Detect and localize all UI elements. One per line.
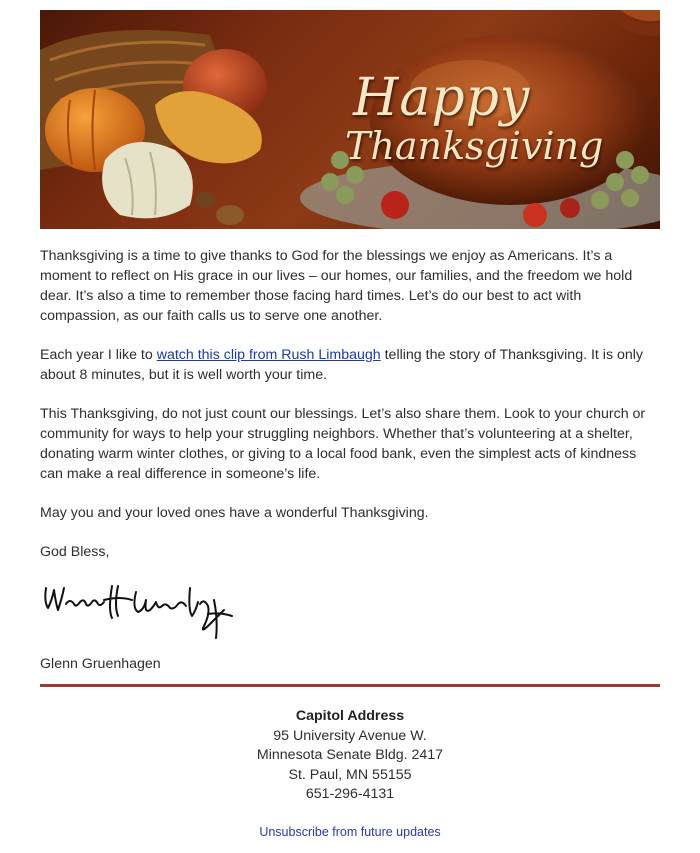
thanksgiving-banner-image bbox=[40, 10, 660, 229]
unsubscribe-link[interactable]: Unsubscribe from future updates bbox=[259, 825, 441, 839]
message-body bbox=[40, 246, 662, 581]
signer-name: Glenn Gruenhagen bbox=[40, 656, 161, 672]
capitol-address-block bbox=[40, 707, 660, 805]
paragraph-intro: Thanksgiving is a time to give thanks to God for the blessings we enjoy as Americans. It’s a moment to reflect on His grace in our lives – our homes, our families, and the freedom we hold dear. It’s also a time to remember those facing hard times. Let’s do our best to act with compassion, as our faith calls us to serve one another. bbox=[40, 248, 633, 324]
address-street: 95 University Avenue W. bbox=[273, 727, 427, 744]
capitol-address-heading: Capitol Address bbox=[295, 708, 405, 724]
unsubscribe-section bbox=[40, 825, 660, 839]
address-building: Minnesota Senate Bldg. 2417 bbox=[256, 747, 444, 763]
banner-happy-text: Happy bbox=[353, 68, 531, 128]
banner-thanksgiving-text: Thanksgiving bbox=[345, 124, 604, 168]
signature-drawing bbox=[40, 580, 235, 642]
address-phone: 651-296-4131 bbox=[305, 786, 395, 802]
banner-greeting bbox=[345, 68, 604, 168]
handwritten-signature bbox=[40, 580, 235, 642]
closing-line: God Bless, bbox=[40, 544, 110, 560]
paragraph-wishes: May you and your loved ones have a wonderful Thanksgiving. bbox=[40, 505, 429, 521]
paragraph-clip-lead: Each year I like to bbox=[40, 347, 157, 363]
paragraph-clip-tail: telling the story of Thanksgiving. It is only about 8 minutes, but it is well worth your time. bbox=[40, 347, 644, 383]
paragraph-clip bbox=[40, 345, 662, 385]
footer-divider bbox=[40, 684, 660, 687]
paragraph-share: This Thanksgiving, do not just count our blessings. Let’s also share them. Look to your church or community for ways to help your struggling neighbors. Whether that’s volunteering at a shelter, donating warm winter clothes, or giving to a local food bank, even the simplest acts of kindness can make a real difference in someone’s life. bbox=[40, 406, 646, 482]
address-city: St. Paul, MN 55155 bbox=[288, 766, 412, 783]
rush-limbaugh-clip-link[interactable]: watch this clip from Rush Limbaugh bbox=[156, 347, 381, 363]
